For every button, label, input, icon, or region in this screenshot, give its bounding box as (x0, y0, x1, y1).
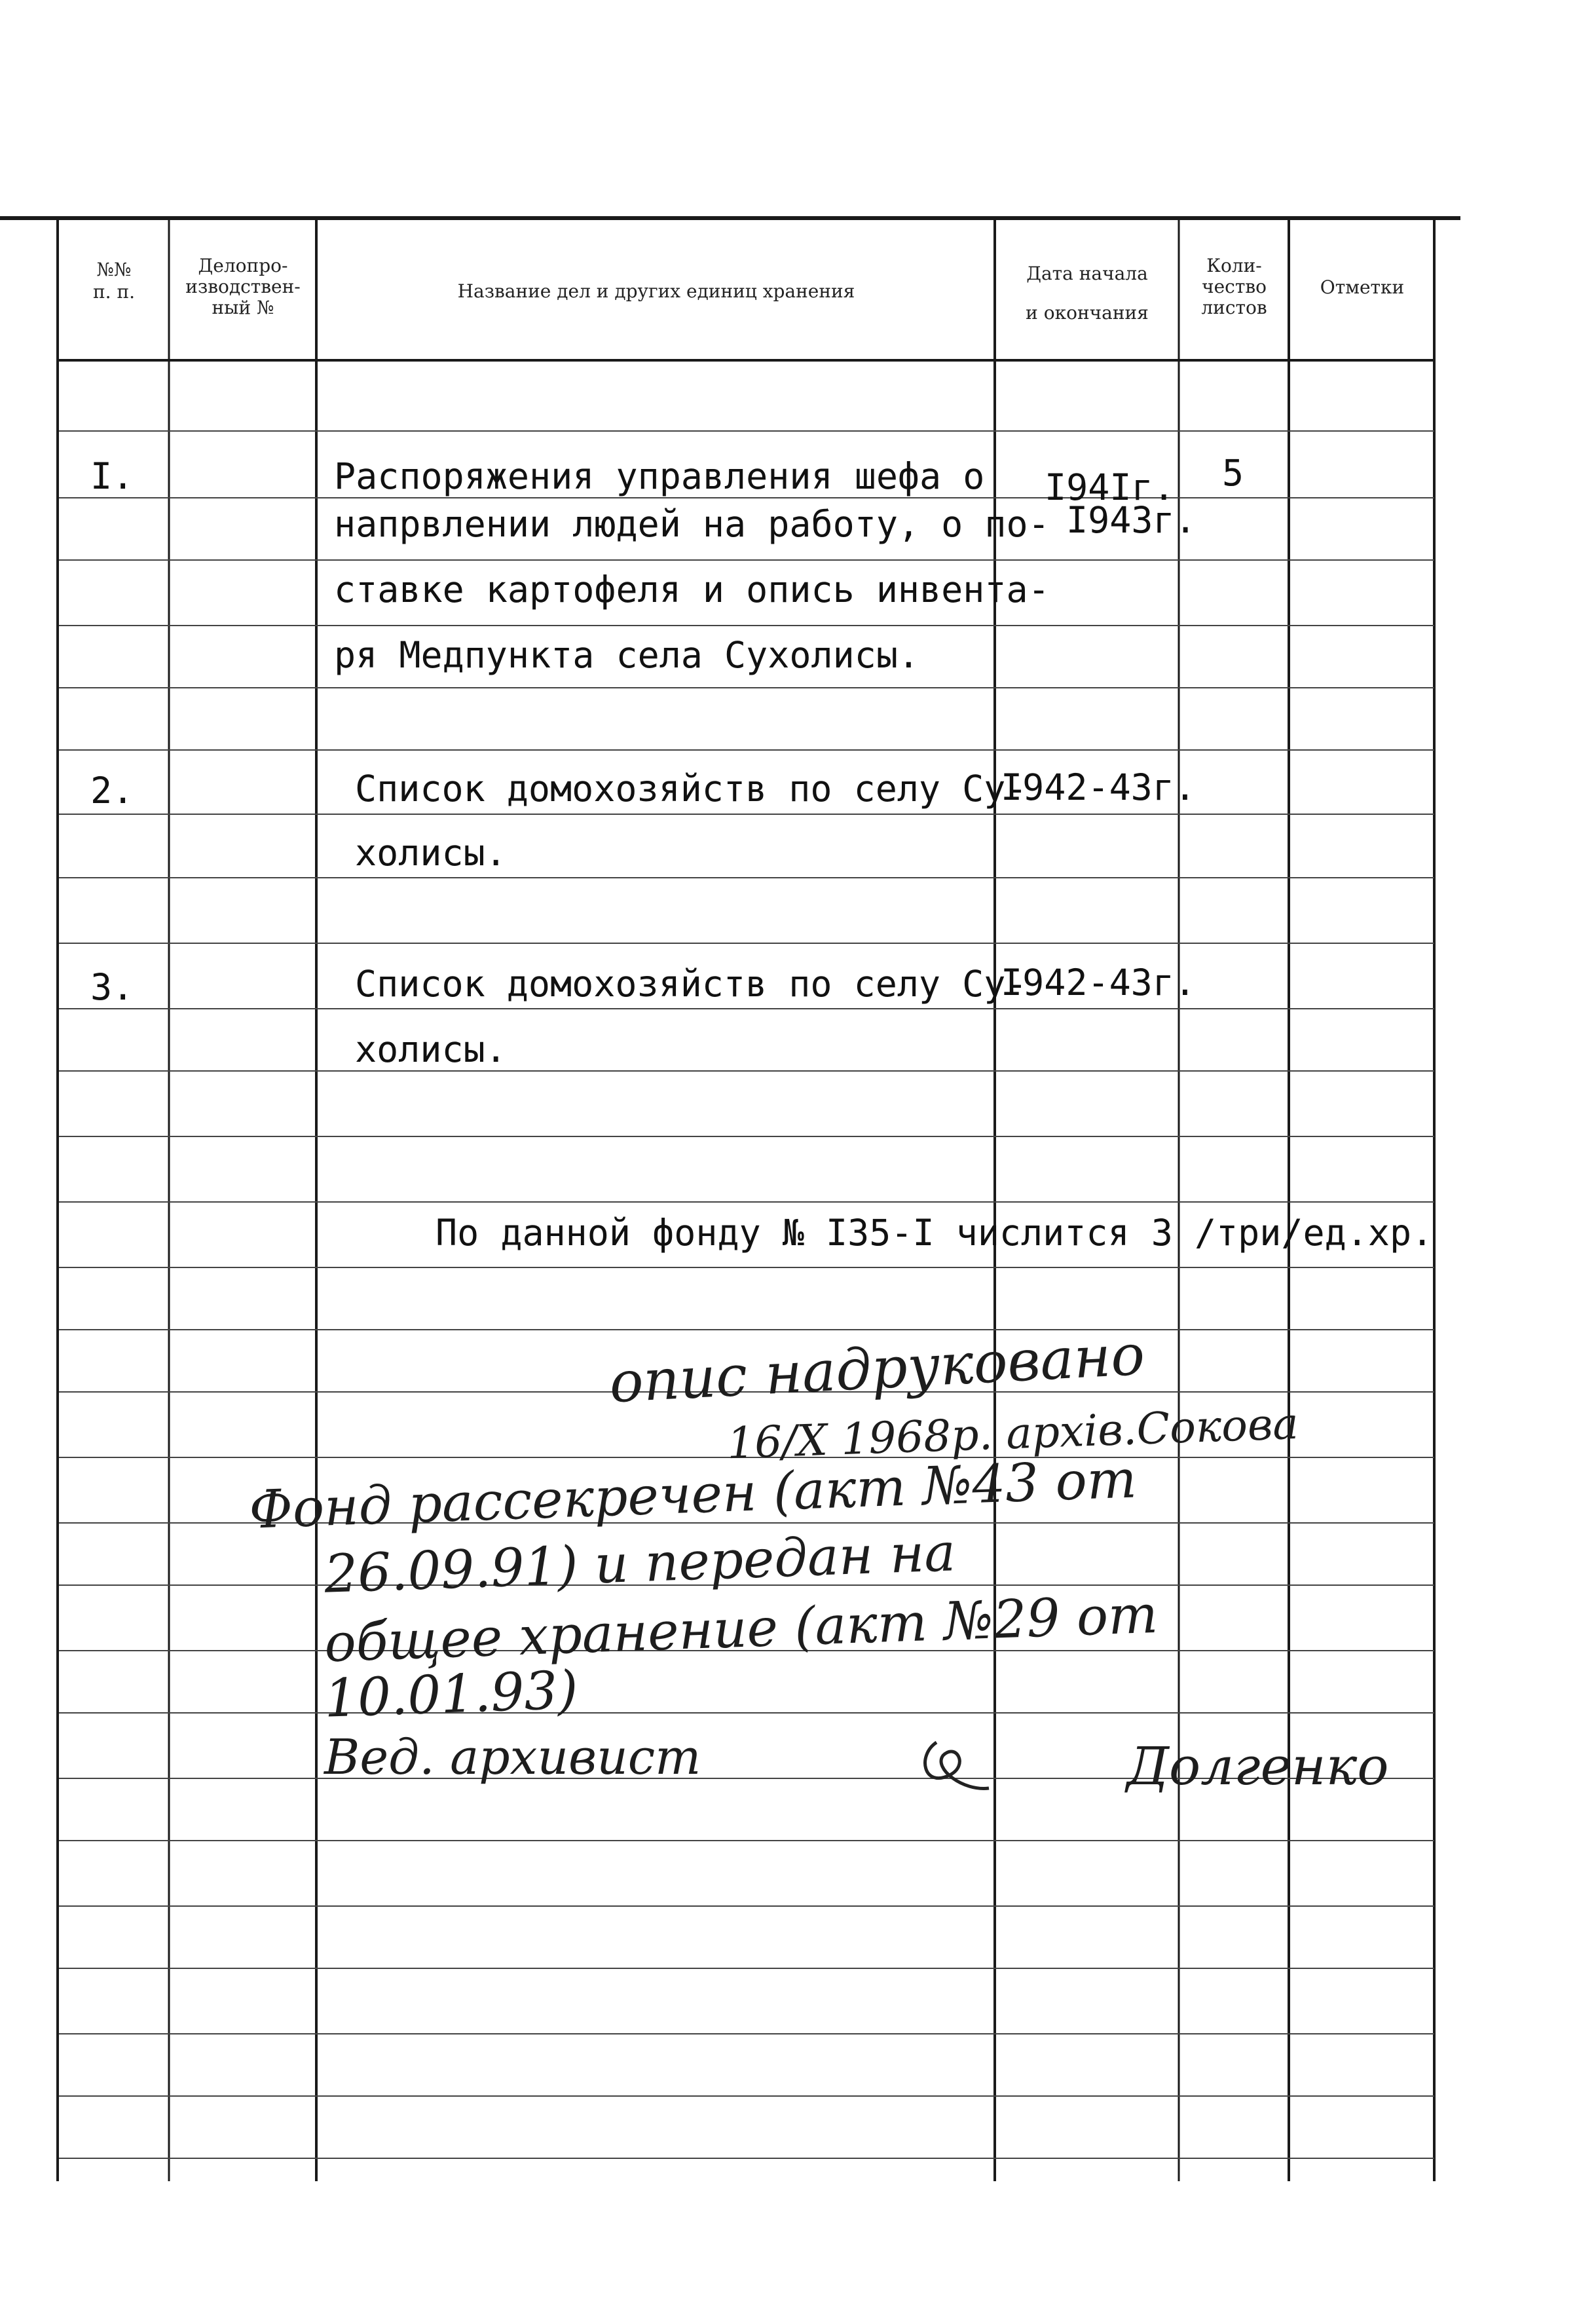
handwritten-note-line-3: Фонд рассекречен (акт №43 от (248, 1448, 1138, 1541)
header-dates: Дата начала и окончания (1026, 263, 1149, 324)
handwritten-note-line-4: 26.09.91) и передан на (323, 1522, 957, 1605)
handwritten-note-line-2: 16/X 1968р. архів.Сокова (726, 1398, 1299, 1469)
row-2-title-line-1: Список домохозяйств по селу Су- (355, 768, 1028, 810)
handwritten-note-line-1: опис надруковано (607, 1322, 1147, 1416)
signature-mark-icon (910, 1729, 1015, 1801)
header-office-number: Делопро- изводствен- ный № (185, 255, 301, 318)
fund-summary: По данной фонду № I35-I числится 3 /три/ед.хр. (436, 1212, 1434, 1254)
row-1-title-line-4: ря Медпункта села Сухолисы. (334, 634, 920, 676)
row-1-num: I. (90, 455, 134, 497)
row-2-dates: I942-43г. (1001, 766, 1197, 808)
handwritten-note-line-5: общее хранение (акт №29 от (323, 1583, 1159, 1674)
row-3-title-line-1: Список домохозяйств по селу Су- (355, 963, 1028, 1005)
row-3-title-line-2: холисы. (355, 1028, 507, 1070)
row-2-title-line-2: холисы. (355, 832, 507, 874)
header-num: №№ п. п. (92, 259, 136, 303)
archivist-signature: Долгенко (1126, 1736, 1389, 1797)
row-3-num: 3. (90, 966, 134, 1008)
row-1-date-end: I943г. (1066, 499, 1197, 541)
row-1-sheets: 5 (1222, 452, 1244, 494)
row-2-num: 2. (90, 770, 134, 812)
handwritten-note-line-6: 10.01.93) (323, 1659, 579, 1729)
row-1-date-start: I94Iг. (1045, 466, 1175, 508)
header-notes: Отметки (1320, 276, 1405, 298)
row-1-title-line-1: Распоряжения управления шефа о (334, 455, 985, 497)
row-1-title-line-2: напрвлении людей на работу, о по- (334, 503, 1050, 545)
header-title: Название дел и других единиц хранения (457, 280, 855, 302)
handwritten-note-line-7: Вед. архивист (324, 1729, 701, 1786)
row-1-title-line-3: ставке картофеля и опись инвента- (334, 569, 1050, 610)
row-3-dates: I942-43г. (1001, 962, 1197, 1003)
header-sheets: Коли- чество листов (1201, 255, 1267, 318)
